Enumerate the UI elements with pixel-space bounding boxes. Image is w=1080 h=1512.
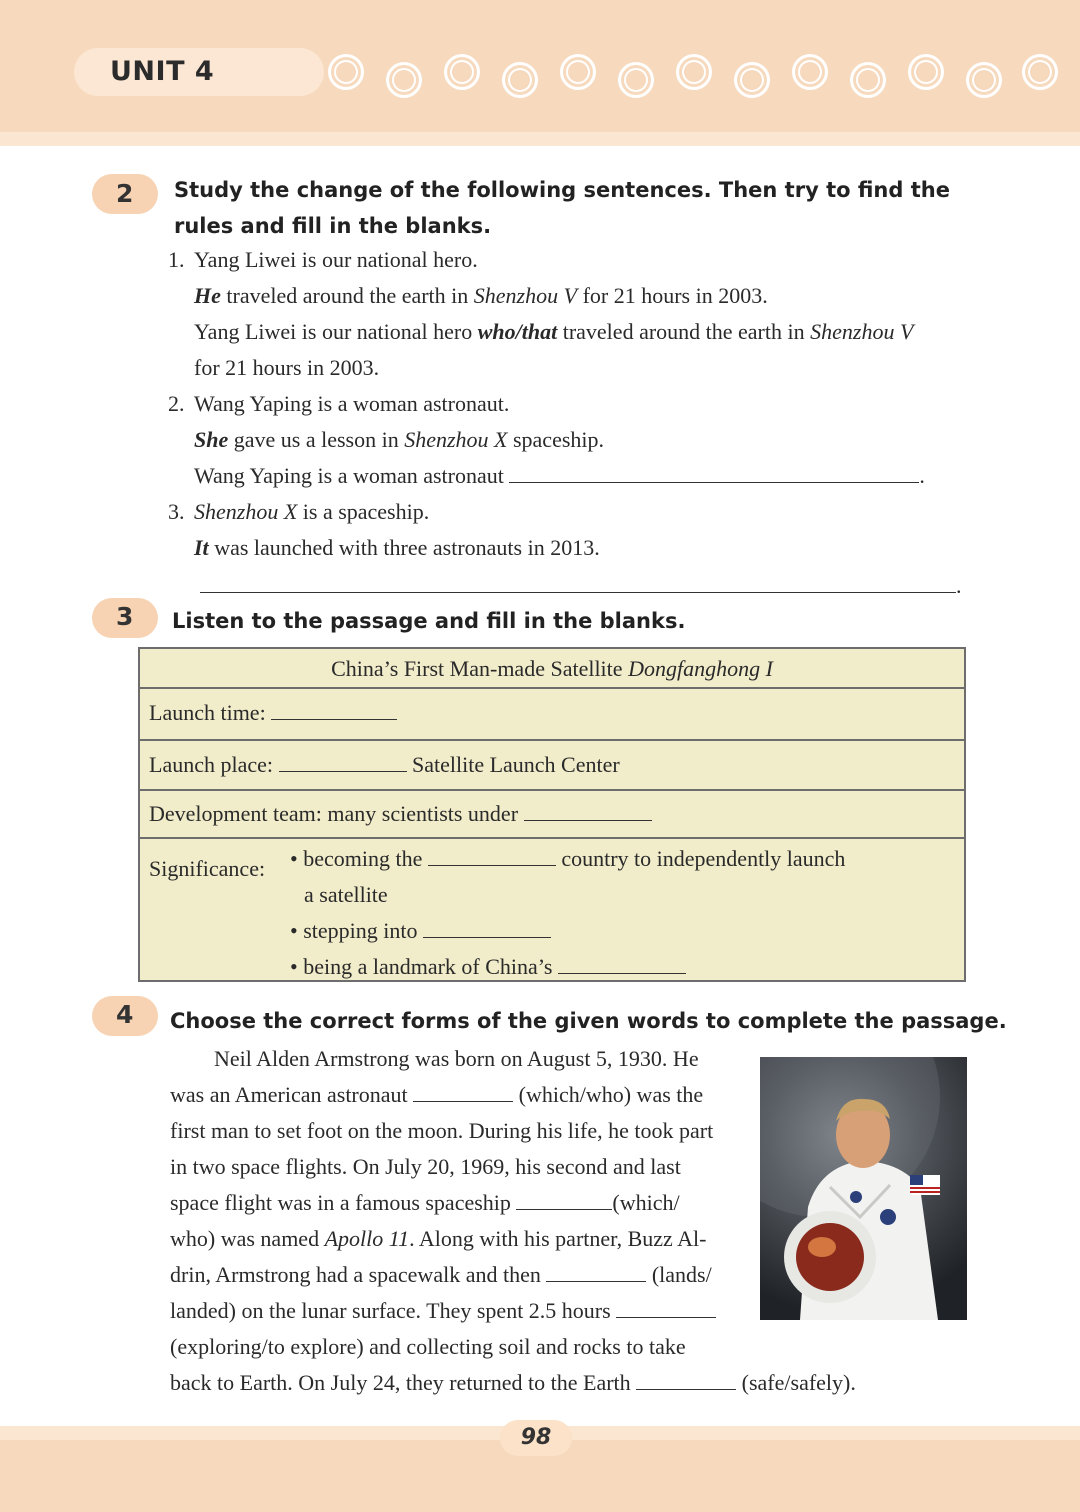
sentence-3a	[194, 494, 429, 530]
sentence-3b	[194, 530, 600, 566]
ship-name: Shenzhou X	[404, 427, 508, 452]
launch-place-cell	[149, 747, 620, 783]
text: for 21 hours in 2003.	[577, 283, 768, 308]
ship-name: Shenzhou X	[194, 499, 298, 524]
decorative-rings	[322, 52, 1080, 102]
sentence-1-number: 1.	[168, 247, 185, 272]
text: traveled around the earth in	[220, 283, 474, 308]
exercise-4-number: 4	[116, 1000, 134, 1029]
ship-name: Shenzhou V	[810, 319, 914, 344]
sentence-1a: Yang Liwei is our national hero.	[194, 247, 478, 272]
text: Yang Liwei is our national hero	[194, 319, 478, 344]
answer-blank[interactable]	[413, 1100, 513, 1102]
ring-icon	[966, 62, 1002, 98]
text: (lands/	[646, 1262, 712, 1287]
passage-line-1: Neil Alden Armstrong was born on August 5, 1930. He	[214, 1046, 699, 1071]
answer-blank[interactable]	[524, 819, 652, 821]
text: Development team: many scientists under	[149, 801, 524, 826]
significance-label: Significance:	[149, 856, 266, 881]
passage-line-6	[170, 1221, 706, 1257]
exercise-4-instruction: Choose the correct forms of the given words to complete the passage.	[170, 1009, 1007, 1033]
ring-icon	[618, 62, 654, 98]
exercise-2-instruction-line2: rules and fill in the blanks.	[174, 214, 492, 238]
passage-line-5	[170, 1185, 680, 1221]
answer-blank[interactable]	[516, 1208, 612, 1210]
pronoun: He	[194, 283, 221, 308]
period: .	[956, 573, 962, 598]
text: who) was named	[170, 1226, 325, 1251]
text: was launched with three astronauts in 2013.	[208, 535, 600, 560]
answer-blank[interactable]	[616, 1316, 716, 1318]
header-stripe	[0, 132, 1080, 146]
text: spaceship.	[507, 427, 605, 452]
table-title	[140, 651, 964, 687]
ring-icon	[502, 62, 538, 98]
significance-bullet-2	[290, 913, 551, 949]
text: • being a landmark of China’s	[290, 954, 558, 979]
exercise-2-instruction-line1: Study the change of the following sentences. Then try to find the	[174, 178, 950, 202]
astronaut-illustration	[760, 1057, 967, 1320]
passage-line-9: (exploring/to explore) and collecting soil and rocks to take	[170, 1334, 686, 1359]
exercise-2-number: 2	[116, 179, 134, 208]
ring-icon	[560, 54, 596, 90]
ring-icon	[908, 54, 944, 90]
table-row	[140, 687, 964, 739]
answer-blank[interactable]	[200, 591, 956, 593]
answer-blank[interactable]	[558, 972, 686, 974]
answer-blank[interactable]	[636, 1388, 736, 1390]
sentence-2b	[194, 422, 604, 458]
text: China’s First Man-made Satellite	[331, 656, 629, 681]
significance-bullet-1	[290, 841, 845, 877]
team-cell	[149, 796, 652, 832]
text: is a spaceship.	[297, 499, 430, 524]
ring-icon	[1022, 54, 1058, 90]
text: • becoming the	[290, 846, 428, 871]
text: drin, Armstrong had a spacewalk and then	[170, 1262, 547, 1287]
answer-blank[interactable]	[271, 718, 397, 720]
text: traveled around the earth in	[557, 319, 811, 344]
significance-bullet-3	[290, 949, 686, 985]
answer-blank[interactable]	[423, 936, 551, 938]
text: . Along with his partner, Buzz Al-	[409, 1226, 707, 1251]
ring-icon	[676, 54, 712, 90]
text: • stepping into	[290, 918, 423, 943]
pronoun: It	[194, 535, 209, 560]
unit-title: UNIT 4	[110, 56, 215, 87]
sentence-1c	[194, 314, 913, 350]
page-number: 98	[500, 1420, 572, 1456]
spaceship-name: Apollo 11	[324, 1226, 410, 1251]
passage-line-10	[170, 1365, 856, 1401]
answer-blank[interactable]	[428, 864, 556, 866]
text: Launch place:	[149, 752, 279, 777]
sentence-3c	[200, 568, 962, 604]
sentence-2c	[194, 458, 925, 494]
passage-line-8	[170, 1293, 716, 1329]
satellite-table	[138, 647, 966, 982]
sentence-2a: Wang Yaping is a woman astronaut.	[194, 391, 510, 416]
answer-blank[interactable]	[509, 481, 919, 483]
text: country to independently launch	[555, 846, 846, 871]
text: (which/	[612, 1190, 680, 1215]
table-row	[140, 789, 964, 839]
period: .	[919, 463, 925, 488]
sentence-2-number: 2.	[168, 391, 185, 416]
sentence-3-number: 3.	[168, 499, 185, 524]
launch-time-cell	[149, 695, 397, 731]
ring-icon	[386, 62, 422, 98]
text: gave us a lesson in	[228, 427, 405, 452]
astronaut-photo	[760, 1057, 967, 1320]
text: Launch time:	[149, 700, 272, 725]
answer-blank[interactable]	[279, 770, 407, 772]
passage-line-3: first man to set foot on the moon. During his life, he took part	[170, 1118, 714, 1143]
answer-blank[interactable]	[546, 1280, 646, 1282]
passage-line-2	[170, 1077, 703, 1113]
ring-icon	[792, 54, 828, 90]
ship-name: Shenzhou V	[473, 283, 578, 308]
passage-line-7	[170, 1257, 712, 1293]
table-row	[140, 837, 964, 980]
sentence-1b	[194, 278, 768, 314]
satellite-name: Dongfanghong I	[628, 656, 773, 681]
relative-pronoun: who/that	[477, 319, 558, 344]
text: Satellite Launch Center	[406, 752, 620, 777]
sentence-1d: for 21 hours in 2003.	[194, 355, 380, 380]
ring-icon	[328, 54, 364, 90]
ring-icon	[734, 62, 770, 98]
text: space flight was in a famous spaceship	[170, 1190, 517, 1215]
exercise-3-number: 3	[116, 602, 134, 631]
ring-icon	[850, 62, 886, 98]
table-row	[140, 739, 964, 789]
pronoun: She	[194, 427, 229, 452]
text: back to Earth. On July 24, they returned to the Earth	[170, 1370, 637, 1395]
text: Wang Yaping is a woman astronaut	[194, 463, 510, 488]
text: (which/who) was the	[513, 1082, 704, 1107]
passage-line-4: in two space flights. On July 20, 1969, his second and last	[170, 1154, 681, 1179]
ring-icon	[444, 54, 480, 90]
text: was an American astronaut	[170, 1082, 414, 1107]
exercise-3-instruction: Listen to the passage and fill in the blanks.	[172, 609, 686, 633]
significance-bullet-1-cont: a satellite	[304, 882, 388, 907]
text: (safe/safely).	[736, 1370, 856, 1395]
text: landed) on the lunar surface. They spent 2.5 hours	[170, 1298, 617, 1323]
